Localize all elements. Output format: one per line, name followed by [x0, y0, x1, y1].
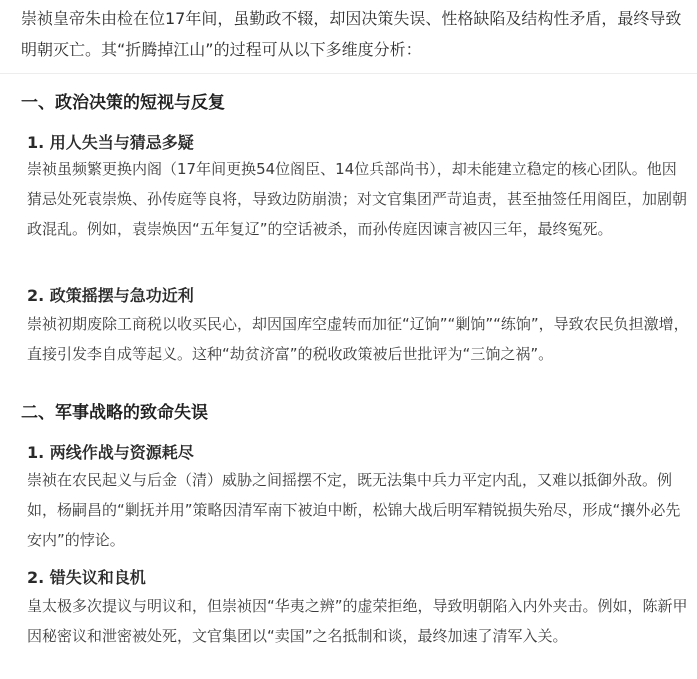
section-heading: 二、军事战略的致命失误 — [21, 403, 208, 423]
subsection-body: 崇祯在农民起义与后金（清）威胁之间摇摆不定，既无法集中兵力平定内乱，又难以抵御外敌。例如，杨嗣昌的“剿抚并用”策略因清军南下被迫中断，松锦大战后明军精锐损失殆尽，形成“攘外必先安内”的悖论。 — [27, 471, 681, 549]
subsection-body: 崇祯虽频繁更换内阁（17年间更换54位阁臣、14位兵部尚书），却未能建立稳定的核心团队。他因猜忌处死袁崇焕、孙传庭等良将，导致边防崩溃；对文官集团严苛追责，甚至抽签任用阁臣，加剧朝政混乱。例如，袁崇焕因“五年复辽”的空话被杀，而孙传庭因谏言被囚三年，最终冤死。 — [27, 160, 688, 238]
subsection-body: 崇祯初期废除工商税以收买民心，却因国库空虚转而加征“辽饷”“剿饷”“练饷”，导致农民负担激增，直接引发李自成等起义。这种“劫贫济富”的税收政策被后世批评为“三饷之祸”。 — [27, 315, 689, 363]
subsection-title: 1. 两线作战与资源耗尽 — [27, 443, 194, 462]
subsection-title: 1. 用人失当与猜忌多疑 — [27, 133, 194, 152]
subsection-body: 皇太极多次提议与明议和，但崇祯因“华夷之辨”的虚荣拒绝，导致明朝陷入内外夹击。例如，陈新甲因秘密议和泄密被处死，文官集团以“卖国”之名抵制和谈，最终加速了清军入关。 — [27, 597, 688, 645]
section-divider — [0, 73, 697, 74]
subsection-title: 2. 政策摇摆与急功近利 — [27, 286, 194, 305]
section-heading: 一、政治决策的短视与反复 — [21, 93, 225, 113]
subsection-title: 2. 错失议和良机 — [27, 568, 146, 587]
intro-paragraph: 崇祯皇帝朱由检在位17年间，虽勤政不辍，却因决策失误、性格缺陷及结构性矛盾，最终导致明朝灭亡。其“折腾掉江山”的过程可从以下多维度分析： — [21, 9, 682, 59]
